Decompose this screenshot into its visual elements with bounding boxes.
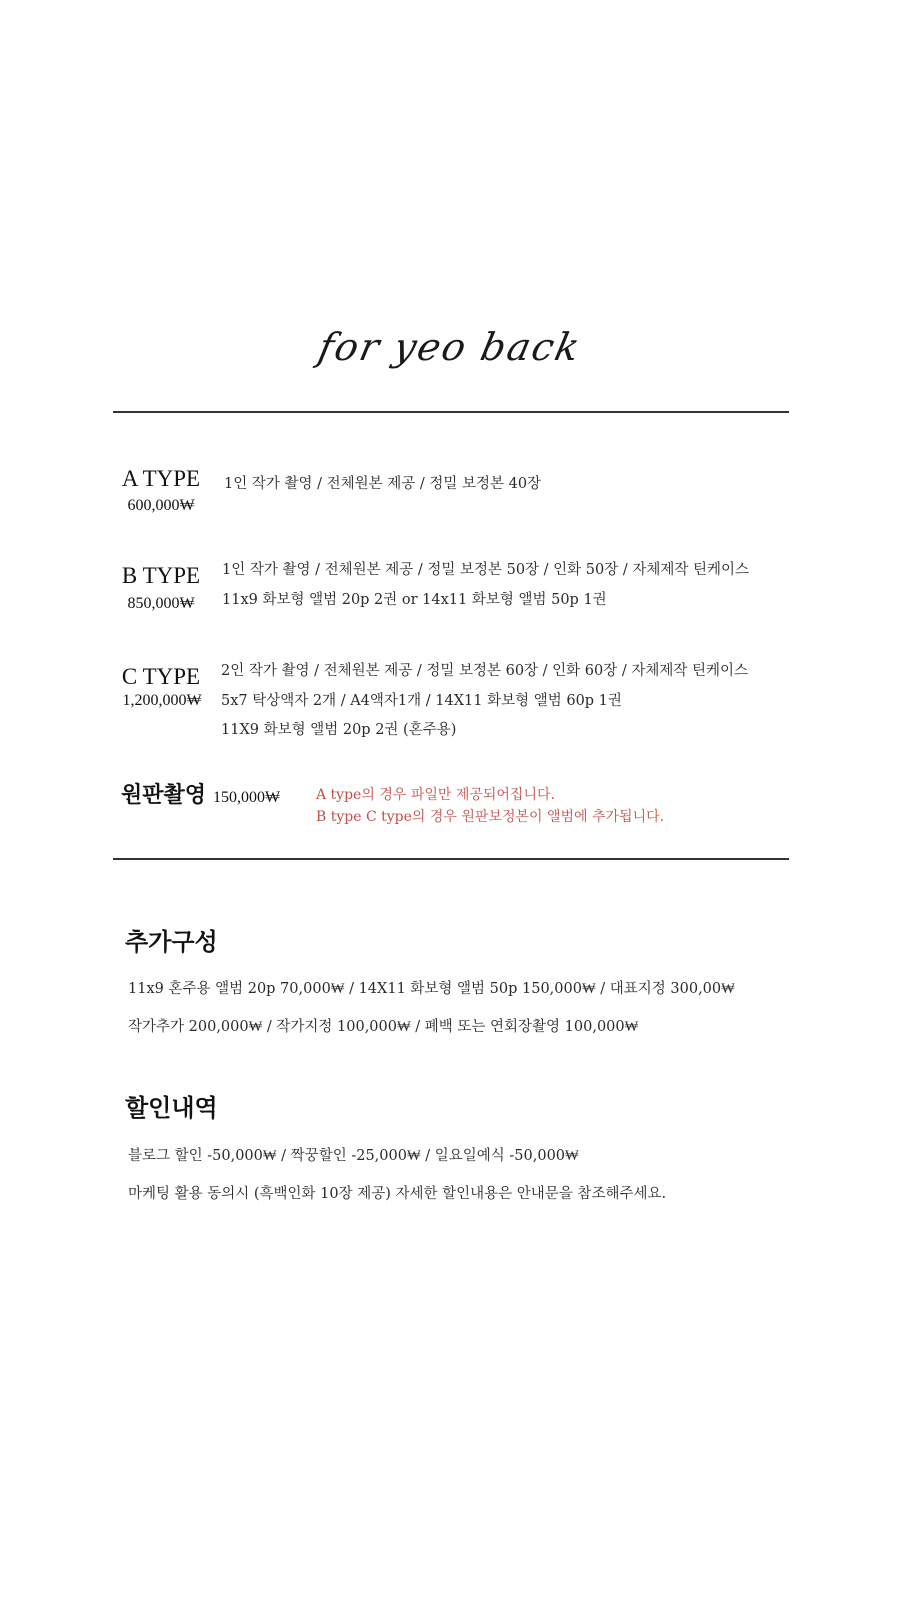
package-type-label: A TYPE (121, 466, 201, 491)
package-detail-line: 2인 작가 촬영 / 전체원본 제공 / 정밀 보정본 60장 / 인화 60장 / 자체제작 틴케이스 (221, 663, 748, 679)
package-detail-line: 11x9 화보형 앨범 20p 2권 or 14x11 화보형 앨범 50p 1권 (222, 592, 607, 608)
original-shoot-note: B type C type의 경우 원판보정본이 앨범에 추가됩니다. (316, 809, 665, 825)
package-price: 600,000₩ (127, 497, 195, 514)
top-divider (113, 411, 789, 413)
package-price: 850,000₩ (127, 595, 195, 612)
original-shoot-price: 150,000₩ (213, 789, 281, 806)
package-price: 1,200,000₩ (122, 692, 202, 709)
package-type-label: C TYPE (121, 664, 201, 689)
package-detail-line: 1인 작가 촬영 / 전체원본 제공 / 정밀 보정본 40장 (224, 476, 542, 492)
section-title: 할인내역 (125, 1094, 218, 1122)
original-shoot-note: A type의 경우 파일만 제공되어집니다. (316, 787, 555, 803)
additional-line: 작가추가 200,000₩ / 작가지정 100,000₩ / 폐백 또는 연회장촬영 100,000₩ (128, 1019, 639, 1035)
additional-line: 11x9 혼주용 앨범 20p 70,000₩ / 14X11 화보형 앨범 50p 150,000₩ / 대표지정 300,00₩ (128, 981, 735, 997)
discount-line: 마케팅 활용 동의시 (흑백인화 10장 제공) 자세한 할인내용은 안내문을 참조해주세요. (128, 1186, 667, 1202)
bottom-divider (113, 858, 789, 860)
package-detail-line: 5x7 탁상액자 2개 / A4액자1개 / 14X11 화보형 앨범 60p 1권 (221, 693, 622, 709)
package-type-label: B TYPE (121, 563, 201, 588)
package-detail-line: 1인 작가 촬영 / 전체원본 제공 / 정밀 보정본 50장 / 인화 50장 / 자체제작 틴케이스 (222, 562, 749, 578)
package-detail-line: 11X9 화보형 앨범 20p 2권 (혼주용) (221, 722, 457, 738)
section-title: 추가구성 (125, 928, 218, 956)
discount-line: 블로그 할인 -50,000₩ / 짝꿍할인 -25,000₩ / 일요일예식 -50,000₩ (128, 1148, 579, 1164)
script-title: for yeo back (314, 325, 586, 369)
original-shoot-label: 원판촬영 (121, 783, 207, 808)
